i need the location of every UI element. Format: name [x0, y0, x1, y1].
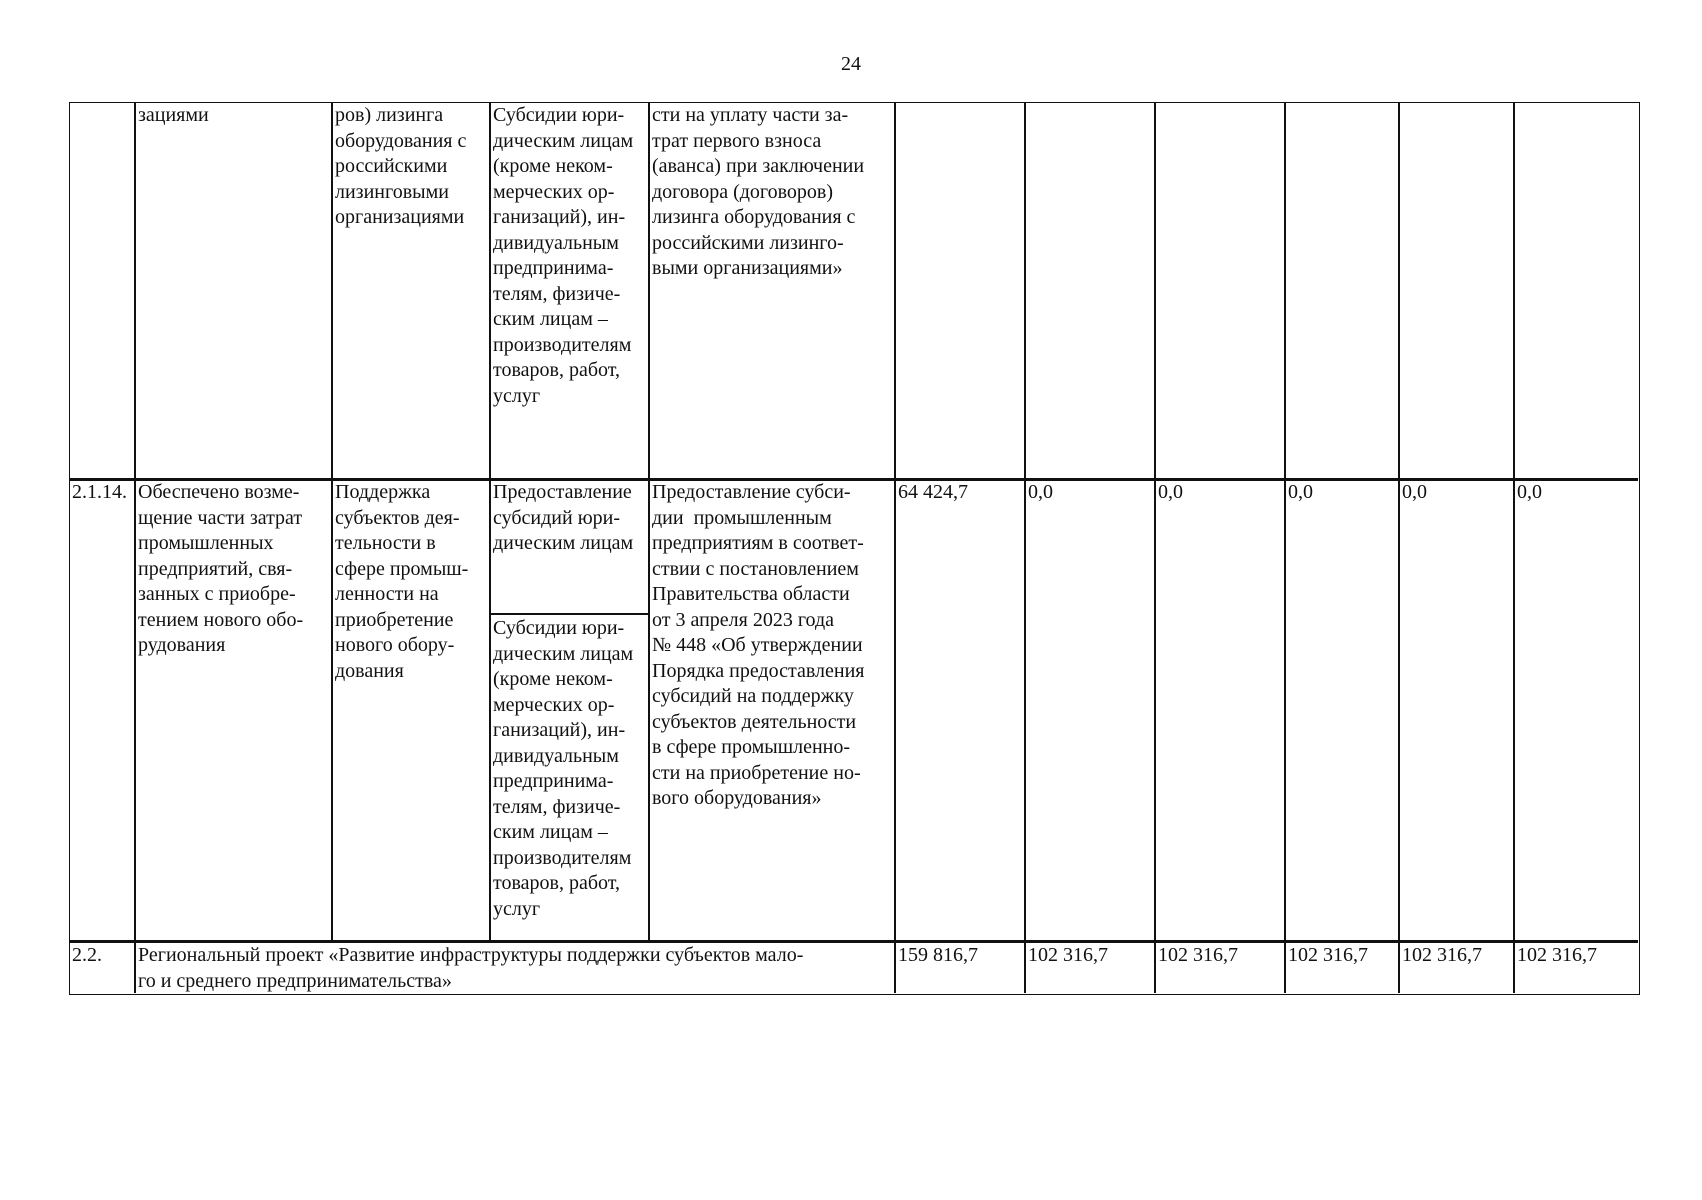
column-divider: [894, 103, 896, 993]
row-2-2-name: Региональный проект «Развитие инфраструктуры поддержки субъектов мало- го и среднего предпринимательства»: [138, 944, 804, 992]
page-number: 24: [841, 53, 861, 75]
row-2-1-14-recipient: Субсидии юри- дическим лицам (кроме неком- мерческих ор- ганизаций), ин- дивидуальным предпринима- телям, физиче- ским лицам – производителям товаров, работ, услуг: [493, 617, 634, 920]
row-2-1-14-value-4: 0,0: [1288, 481, 1313, 503]
cont-basis-cell: сти на уплату части за- трат первого взноса (аванса) при заключении договора (договоров) лизинга оборудования с российскими лизинго- выми организациями»: [652, 104, 865, 279]
row-2-1-14-value-5: 0,0: [1402, 481, 1427, 503]
row-2-1-14-value-6: 0,0: [1517, 481, 1542, 503]
budget-table: [69, 102, 1640, 995]
row-divider: [489, 613, 648, 615]
row-number-2-1-14: 2.1.14.: [72, 481, 127, 503]
row-2-2-value-2: 102 316,7: [1028, 944, 1108, 966]
column-divider: [1513, 103, 1515, 993]
row-2-2-value-6: 102 316,7: [1517, 944, 1597, 966]
row-number-2-2: 2.2.: [72, 944, 102, 966]
row-2-1-14-recipient-type: Предоставление субсидий юри- дическим лицам: [493, 481, 634, 554]
cont-recipient-cell: Субсидии юри- дическим лицам (кроме неком- мерческих ор- ганизаций), ин- дивидуальным предпринима- телям, физиче- ским лицам – производителям товаров, работ, услуг: [493, 104, 634, 407]
column-divider: [1024, 103, 1026, 993]
column-divider: [1154, 103, 1156, 993]
row-2-2-value-5: 102 316,7: [1402, 944, 1482, 966]
row-2-1-14-value-3: 0,0: [1158, 481, 1183, 503]
row-2-2-value-3: 102 316,7: [1158, 944, 1238, 966]
row-2-1-14-value-1: 64 424,7: [898, 481, 968, 503]
row-2-1-14-name: Обеспечено возме- щение части затрат промышленных предприятий, свя- занных с приобре- тением нового обо- рудования: [138, 481, 304, 656]
row-2-1-14-value-2: 0,0: [1028, 481, 1053, 503]
column-divider: [1284, 103, 1286, 993]
cont-name-cell: зациями: [138, 104, 209, 126]
row-2-2-value-4: 102 316,7: [1288, 944, 1368, 966]
column-divider: [1398, 103, 1400, 993]
row-2-1-14-basis: Предоставление субси- дии промышленным предприятиям в соответ- ствии с постановлением Правительства области от 3 апреля 2023 года № 448 «Об утверждении Порядка предоставления субсидий на поддержку субъектов деятельности в сфере промышленно- сти на приобретение но- вого оборудования»: [652, 481, 865, 809]
row-2-1-14-measure: Поддержка субъектов дея- тельности в сфере промыш- ленности на приобретение нового обору- дования: [335, 481, 469, 682]
row-2-2-value-1: 159 816,7: [898, 944, 978, 966]
cont-measure-cell: ров) лизинга оборудования с российскими лизинговыми организациями: [335, 104, 467, 228]
